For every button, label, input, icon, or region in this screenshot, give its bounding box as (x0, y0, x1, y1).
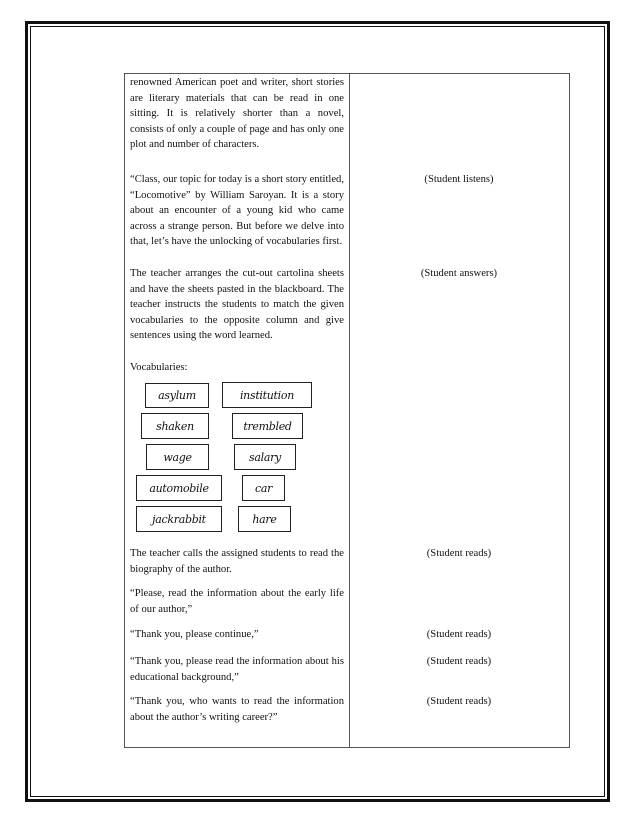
vocab-card-car: car (242, 475, 285, 501)
vocab-card-asylum: asylum (145, 383, 209, 408)
vocab-card-wage: wage (146, 444, 209, 470)
paragraph-educational-background: “Thank you, please read the information about his educational background,” (130, 656, 344, 683)
response-student-answers: (Student answers) (420, 268, 498, 279)
vocab-card-jackrabbit: jackrabbit (136, 506, 222, 532)
paragraph-topic-introduction: “Class, our topic for today is a short story entitled, “Locomotive” by William Saroyan. It is a story about an encounter of a young kid who came across a strange person. But before we delve into that, let’s have the unlocking of vocabularies first. (130, 174, 344, 247)
vocab-card-trembled: trembled (232, 413, 303, 439)
vocab-card-salary: salary (234, 444, 296, 470)
paragraph-writing-career: “Thank you, who wants to read the information about the author’s writing career?” (130, 696, 344, 723)
response-student-reads-1: (Student reads) (426, 548, 492, 559)
paragraph-please-continue: “Thank you, please continue,” (130, 629, 259, 640)
vocab-card-shaken: shaken (141, 413, 209, 439)
paragraph-early-life-request: “Please, read the information about the early life of our author,” (130, 588, 344, 615)
vocab-card-automobile: automobile (136, 475, 222, 501)
vocabularies-heading: Vocabularies: (130, 362, 188, 373)
paragraph-vocabulary-instructions: The teacher arranges the cut-out cartolina sheets and have the sheets pasted in the blackboard. The teacher instructs the students to match the given vocabularies to the opposite column and give sentences using the word learned. (130, 268, 344, 341)
response-student-reads-2: (Student reads) (426, 629, 492, 640)
response-student-listens: (Student listens) (424, 174, 494, 185)
response-student-reads-3: (Student reads) (426, 656, 492, 667)
paragraph-short-story-definition: renowned American poet and writer, short stories are literary materials that can be read in one sitting. It is relatively shorter than a novel, consists of only a couple of page and has only one plot and number of characters. (130, 77, 344, 150)
vocab-card-hare: hare (238, 506, 291, 532)
vocab-card-institution: institution (222, 382, 312, 408)
paragraph-biography-instruction: The teacher calls the assigned students to read the biography of the author. (130, 548, 344, 575)
response-student-reads-4: (Student reads) (426, 696, 492, 707)
